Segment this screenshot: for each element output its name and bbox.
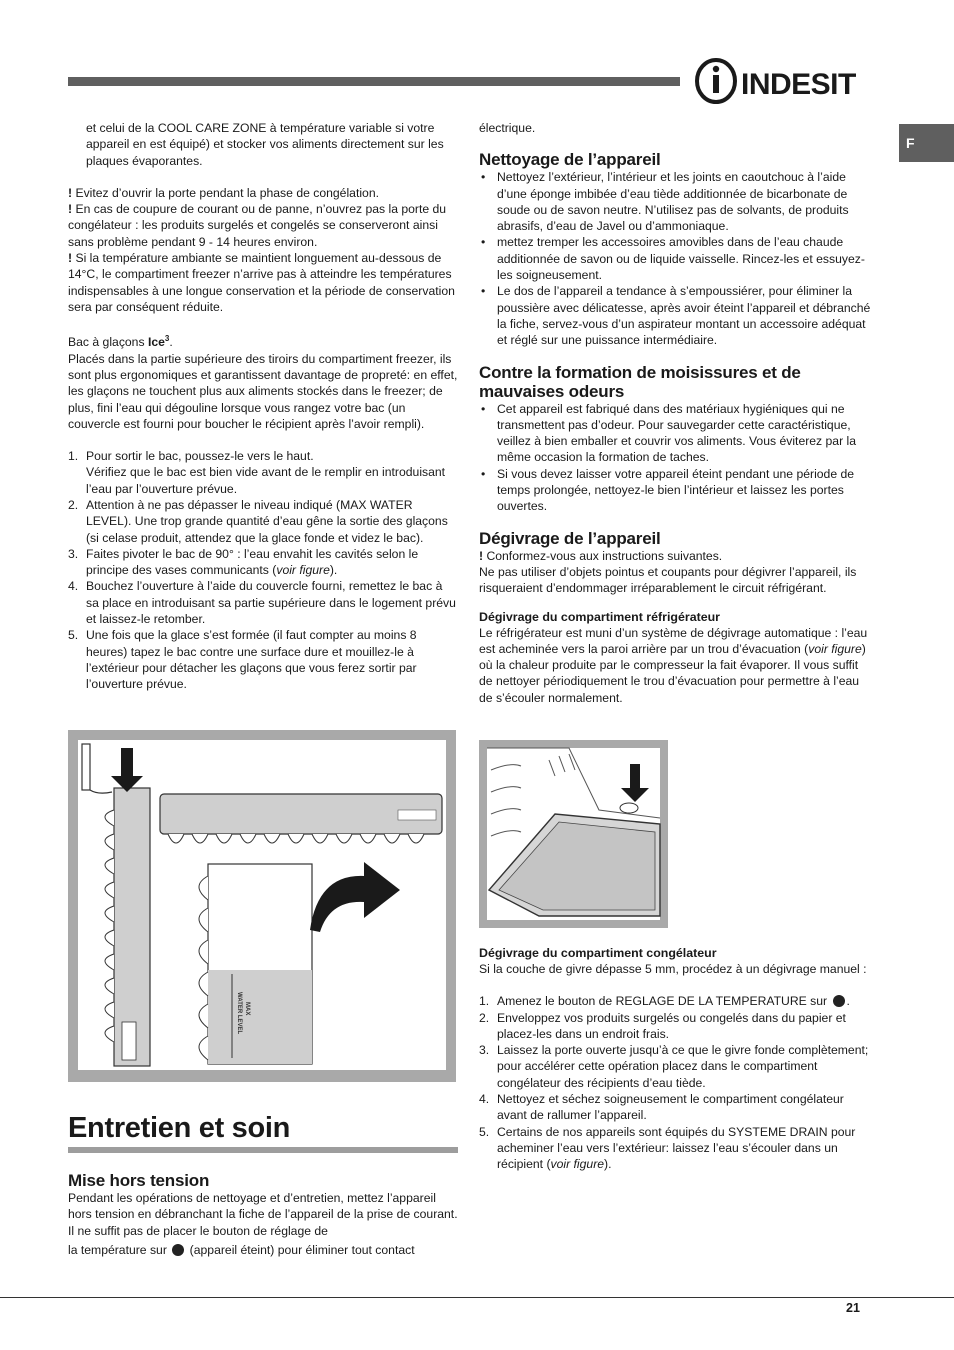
mise-hors-tension-text: Pendant les opérations de nettoyage et d’entretien, mettez l’appareil hors tension en débranchant la fiche de l’appareil de la prise de courant. Il ne suffit pas de placer le bouton de réglage de [68, 1191, 458, 1238]
list-item: 2. Enveloppez vos produits surgelés ou congelés dans du papier et placez-les dans un endroit frais. [479, 1010, 846, 1041]
list-item: • Le dos de l’appareil a tendance à s’empoussiérer, pour éliminer la poussière avec délicatesse, après avoir éteint l’appareil et débranché la fiche, servez-vous d’un aspirateur montant un accessoire adéquat et réglé sur une puissance intermédiaire. [479, 283, 871, 348]
figure-label-max: MAX [244, 1002, 250, 1016]
footer-divider [0, 1297, 954, 1298]
warning-1: ! Evitez d’ouvrir la porte pendant la phase de congélation. [68, 185, 379, 200]
right-column [479, 120, 871, 706]
list-item: 3. Faites pivoter le bac de 90° : l’eau envahit les cavités selon le principe des vases communicants (voir figure). [68, 546, 419, 578]
list-item: • mettez tremper les accessoires amovibles dans de l’eau chaude additionnée de savon ou de liquide vaisselle. Rincez-les et essuyez-les soigneusement. [479, 234, 871, 283]
congelateur-title: Dégivrage du compartiment congélateur [479, 946, 717, 960]
page-number: 21 [846, 1301, 860, 1315]
paragraph: électrique. [479, 121, 536, 135]
congelateur-text: Si la couche de givre dépasse 5 mm, procédez à un dégivrage manuel : [479, 962, 867, 976]
list-item: • Nettoyez l’extérieur, l’intérieur et les joints en caoutchouc à l’aide d’une éponge imbibée d’eau tiède additionnée de bicarbonate de soude ou de savon neutre. N’utilisez pas de solvants, de produits abrasifs, d’eau de Javel ou d’ammoniaque. [479, 169, 871, 234]
language-tab: F [899, 124, 954, 162]
list-item: 2. Attention à ne pas dépasser le niveau indiqué (MAX WATER LEVEL). Une trop grande quantité d’eau gêne la sortie des glaçons (si celase produit, attendez que la glace fonde et videz le bac). [68, 498, 448, 545]
ice-description: Placés dans la partie supérieure des tiroirs du compartiment freezer, ils sont plus ergonomiques et garantissent davantage de propreté: en effet, les glaçons ne touchent plus aux aliments stockés dans le freezer; de plus, fini l’eau qui dégouline lorsque vous rangez votre bac (un couvercle est fourni pour boucher le récipient après l’avoir rempli). [68, 351, 458, 431]
paragraph: et celui de la COOL CARE ZONE à température variable si votre appareil en est équipé) et stocker vos aliments directement sur les plaques évaporantes. [86, 121, 444, 168]
brand-name: INDESIT [741, 68, 856, 101]
ice-heading: Bac à glaçons Ice$^3$. [68, 334, 173, 350]
degivrage-text: Ne pas utiliser d’objets pointus et coupants pour dégivrer l’appareil, ils risqueraient d’endommager irréparablement le circuit réfrigérant. [479, 564, 857, 596]
degivrage-warning: ! Conformez-vous aux instructions suivantes. [479, 548, 723, 563]
moisissures-title: Contre la formation de moisissures et de mauvaises odeurs [479, 362, 801, 401]
list-item: • Cet appareil est fabriqué dans des matériaux hygiéniques qui ne transmettent pas d’odeur. Pour sauvegarder cette caractéristique, veillez à bien emballer et couvrir vos aliments. Vous éviterez par la même occasion la formation de taches. [479, 401, 871, 466]
mise-hors-tension-title: Mise hors tension [68, 1171, 210, 1190]
knob-icon [833, 995, 845, 1007]
warning-3: ! Si la température ambiante se maintient longuement au-dessous de 14°C, le compartiment freezer n’arrive pas à atteindre les températures indispensables à une longue conservation et la période de conservation sera par conséquent réduite. [68, 251, 455, 314]
moisissures-list [479, 401, 871, 515]
maintenance-section [68, 1111, 458, 1258]
header-bar [68, 77, 680, 86]
list-item: • Si vous devez laisser votre appareil éteint pendant une période de temps prolongée, nettoyez-le bien l’intérieur et laissez les portes ouvertes. [479, 466, 871, 515]
refrigerateur-text: Le réfrigérateur est muni d’un système de dégivrage automatique : l’eau est acheminée vers la paroi arrière par un trou d’évacuation (voir figure) où la chaleur produite par le compresseur la fait évaporer. Il vous suffit de nettoyer périodiquement le trou d’évacuation pour permettre à l’eau de s’écouler normalement. [479, 625, 868, 705]
list-item: 1. Pour sortir le bac, poussez-le vers le haut. Vérifiez que le bac est bien vide avant de le remplir en introduisant l’eau par l’ouverture prévue. [68, 449, 446, 496]
congelateur-steps [479, 993, 871, 1172]
section-title: Entretien et soin [68, 1111, 458, 1153]
congelateur-section [479, 945, 871, 1173]
list-item: 3. Laissez la porte ouverte jusqu’à ce que le givre fonde complètement; pour accélérer cette opération placez dans le compartiment congélateur des récipients d’eau tiède. [479, 1043, 869, 1090]
list-item: 5. Certains de nos appareils sont équipés du SYSTEME DRAIN pour acheminer l’eau vers l’extérieur: laissez l’eau s’écouler dans un récipient (voir figure). [479, 1124, 856, 1172]
knob-icon [172, 1244, 184, 1256]
left-column [68, 120, 458, 693]
indesit-logo [694, 57, 868, 105]
refrigerator-drain-figure [479, 740, 668, 928]
warning-2: ! En cas de coupure de courant ou de panne, n’ouvrez pas la porte du congélateur : les produits surgelés et congelés se conserveront ainsi sans problème pendant 9 - 14 heures environ. [68, 202, 447, 249]
mise-hors-tension-text-2: la température sur (appareil éteint) pour éliminer tout contact [68, 1242, 415, 1257]
ice-tray-figure [68, 730, 456, 1082]
ice-steps [68, 448, 458, 692]
degivrage-title: Dégivrage de l’appareil [479, 528, 661, 548]
refrigerateur-title: Dégivrage du compartiment réfrigérateur [479, 609, 720, 624]
nettoyage-list [479, 169, 871, 348]
list-item: 1. Amenez le bouton de REGLAGE DE LA TEMPERATURE sur . [479, 994, 850, 1009]
list-item: 4. Bouchez l’ouverture à l’aide du couvercle fourni, remettez le bac à sa place en introduisant sa partie supérieure dans le logement prévu et laissez-le retomber. [68, 579, 456, 627]
list-item: 4. Nettoyez et séchez soigneusement le compartiment congélateur avant de rallumer l’appareil. [479, 1092, 844, 1123]
figure-label-water-level: WATER LEVEL [236, 992, 242, 1035]
list-item: 5. Une fois que la glace s’est formée (il faut compter au moins 8 heures) tapez le bac contre une surface dure et mouillez-le à l’extérieur pour détacher les glaçons que vous ferez sortir par l’ouverture prévue. [68, 628, 417, 692]
nettoyage-title: Nettoyage de l’appareil [479, 150, 661, 170]
